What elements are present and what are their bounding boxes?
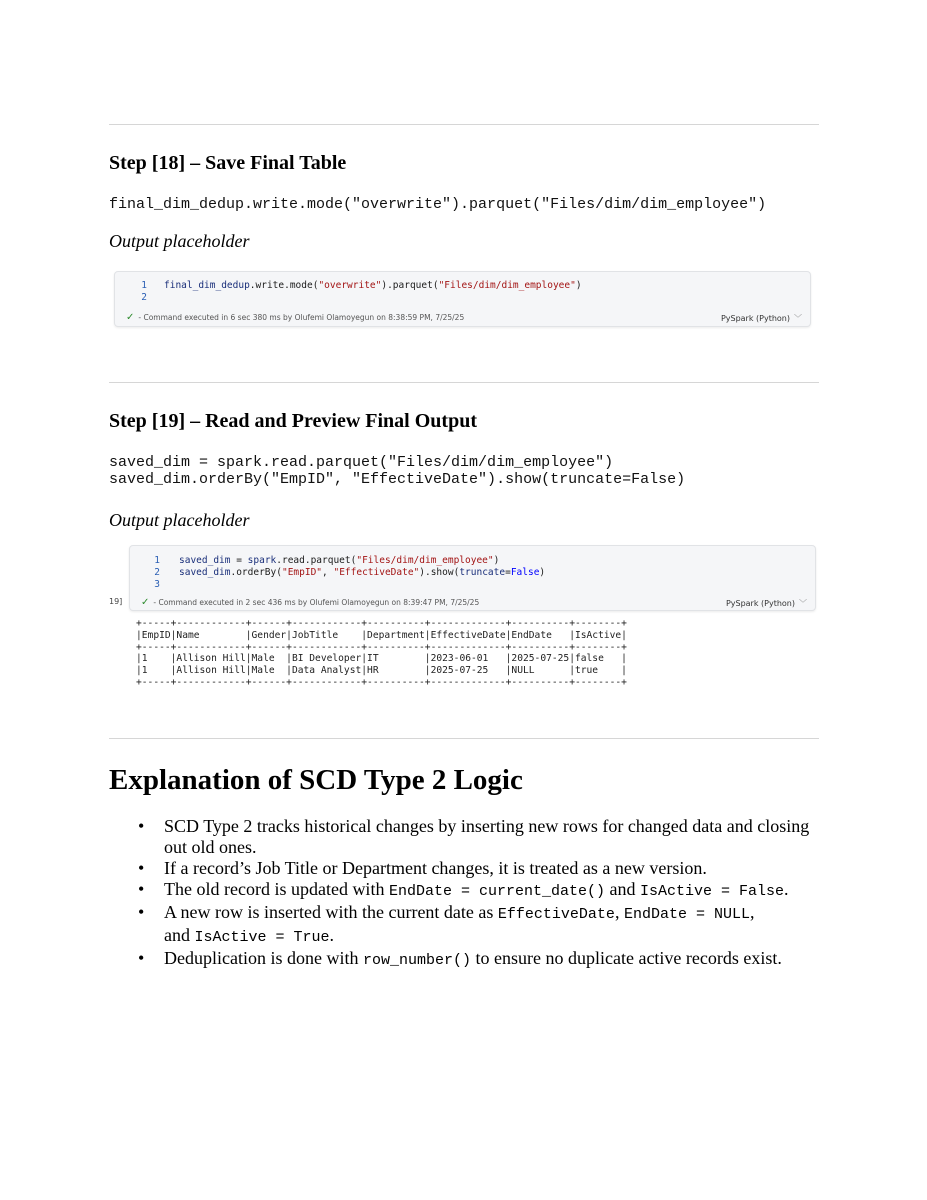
step-18-notebook-cell[interactable] <box>114 271 811 327</box>
list-item: • Deduplication is done with row_number() to ensure no duplicate active records exist. <box>164 948 824 971</box>
code-line: saved_dim = spark.read.parquet("Files/dim/dim_employee") <box>179 555 500 566</box>
explanation-heading: Explanation of SCD Type 2 Logic <box>109 764 523 796</box>
chevron-down-icon: ﹀ <box>794 314 802 323</box>
code-line: saved_dim.orderBy("EmpID", "EffectiveDate").show(truncate=False) <box>179 567 546 578</box>
chevron-down-icon: ﹀ <box>799 599 807 608</box>
check-icon: ✓ <box>126 312 135 323</box>
cell-status: ✓ - Command executed in 6 sec 380 ms by Olufemi Olamoyegun on 8:38:59 PM, 7/25/25 <box>126 312 465 323</box>
check-icon: ✓ <box>141 597 150 608</box>
table-output: +-----+------------+------+------------+----------+-------------+----------+--------+ |EmpID|Name |Gender|JobTitle |Department|EffectiveDate|EndDate |IsActive| +-----+------------+------+------------+----------+-------------+----------+--------+ |1 |Allison Hill|Male |BI Developer|IT |2023-06-01 |2025-07-25|false | |1 |Allison Hill|Male |Data Analyst|HR |2025-07-25 |NULL |true | +-----+------------+------+------------+----------+-------------+----------+--------+ <box>136 618 627 688</box>
section-divider <box>109 382 819 383</box>
list-item: • The old record is updated with EndDate = current_date() and IsActive = False. <box>164 879 824 902</box>
step-19-code-line-2: saved_dim.orderBy("EmpID", "EffectiveDate").show(truncate=False) <box>109 471 686 488</box>
execution-count: 19] <box>109 597 123 606</box>
step-19-code-line-1: saved_dim = spark.read.parquet("Files/dim/dim_employee") <box>109 454 614 471</box>
language-selector[interactable]: PySpark (Python) ﹀ <box>725 599 807 608</box>
step-18-heading: Step [18] – Save Final Table <box>109 152 347 174</box>
explanation-list <box>164 816 824 971</box>
step-19-notebook-cell[interactable] <box>129 545 816 611</box>
step-18-output-label: Output placeholder <box>109 231 250 251</box>
line-number: 1 <box>141 280 147 291</box>
step-19-heading: Step [19] – Read and Preview Final Output <box>109 410 477 432</box>
step-18-code: final_dim_dedup.write.mode("overwrite").parquet("Files/dim/dim_employee") <box>109 196 767 213</box>
list-item: • If a record’s Job Title or Department changes, it is treated as a new version. <box>164 858 824 879</box>
step-19-output-label: Output placeholder <box>109 510 250 530</box>
line-number: 2 <box>141 292 147 303</box>
list-item: • A new row is inserted with the current date as EffectiveDate, EndDate = NULL, and IsActive = True. <box>164 902 824 948</box>
list-item: • SCD Type 2 tracks historical changes by inserting new rows for changed data and closing out old ones. <box>164 816 824 858</box>
language-selector[interactable]: PySpark (Python) ﹀ <box>720 314 802 323</box>
cell-status: ✓ - Command executed in 2 sec 436 ms by Olufemi Olamoyegun on 8:39:47 PM, 7/25/25 <box>141 597 480 608</box>
line-number: 2 <box>154 567 160 578</box>
code-line: final_dim_dedup.write.mode("overwrite").parquet("Files/dim/dim_employee") <box>164 280 582 291</box>
line-number: 1 <box>154 555 160 566</box>
section-divider <box>109 738 819 739</box>
line-number: 3 <box>154 579 160 590</box>
section-divider <box>109 124 819 125</box>
